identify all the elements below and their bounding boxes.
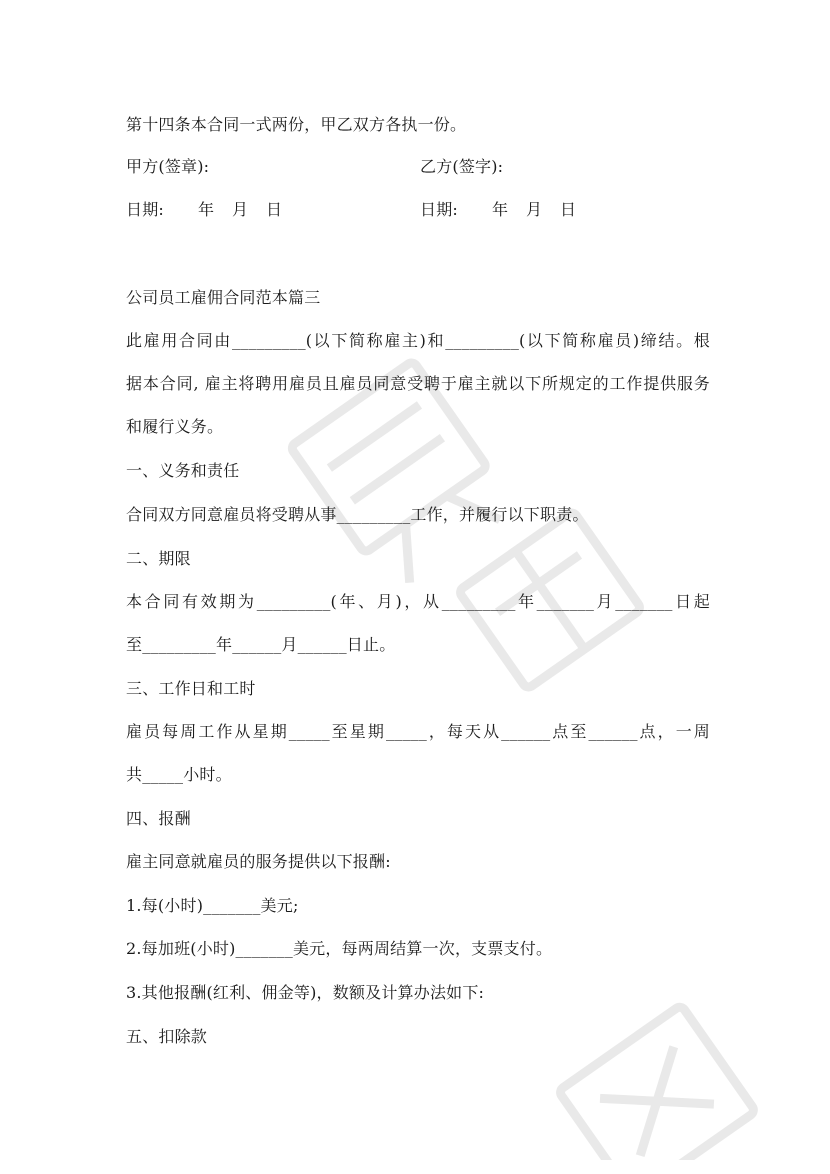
hours-line-1 [126,722,710,742]
heading-hours: 三、工作日和工时 [126,679,256,698]
date-label: 日期: [420,200,458,219]
pay-item-3: 3.其他报酬(红利、佣金等)，数额及计算办法如下: [126,983,485,1002]
intro-text: 据本合同, 雇主将聘用雇员且雇员同意受聘于雇主就以下所规定的工作提供服务 [126,374,710,393]
intro-line-3: 和履行义务。 [126,417,224,436]
pay-item-1: 1.每(小时)_______美元; [126,896,299,915]
section-title: 公司员工雇佣合同范本篇三 [126,288,321,307]
pay-intro: 雇主同意就雇员的服务提供以下报酬: [126,852,391,871]
date-month: 月 [232,200,249,219]
party-a-signature-label: 甲方(签章): [126,157,210,176]
heading-deductions: 五、扣除款 [126,1027,208,1046]
intro-text: 此雇用合同由_________(以下简称雇主)和_________(以下简称雇员)缔结。根 [126,331,710,350]
date-month: 月 [526,200,543,219]
party-b-date [420,200,576,220]
hours-text: 雇员每周工作从星期_____至星期_____，每天从______点至______点，一周 [126,722,710,741]
date-day: 日 [560,200,577,219]
duties-text: 合同双方同意雇员将受聘从事_________工作，并履行以下职责。 [126,505,589,524]
party-b-signature-label: 乙方(签字): [420,157,504,176]
hours-line-2: 共_____小时。 [126,765,232,784]
intro-line-2 [126,374,710,394]
term-line-1 [126,592,710,612]
date-year: 年 [492,200,509,219]
term-line-2: 至_________年______月______日止。 [126,635,396,654]
intro-line-1 [126,331,710,351]
heading-pay: 四、报酬 [126,809,191,828]
heading-term: 二、期限 [126,549,191,568]
date-label: 日期: [126,200,164,219]
clause-14: 第十四条本合同一式两份，甲乙双方各执一份。 [126,115,467,134]
party-a-date [126,200,282,220]
heading-duties: 一、义务和责任 [126,461,240,480]
term-text: 本合同有效期为_________(年、月)，从_________年_______月_______日起 [126,592,710,611]
date-day: 日 [266,200,283,219]
pay-item-2: 2.每加班(小时)_______美元，每两周结算一次，支票支付。 [126,939,553,958]
date-year: 年 [198,200,215,219]
